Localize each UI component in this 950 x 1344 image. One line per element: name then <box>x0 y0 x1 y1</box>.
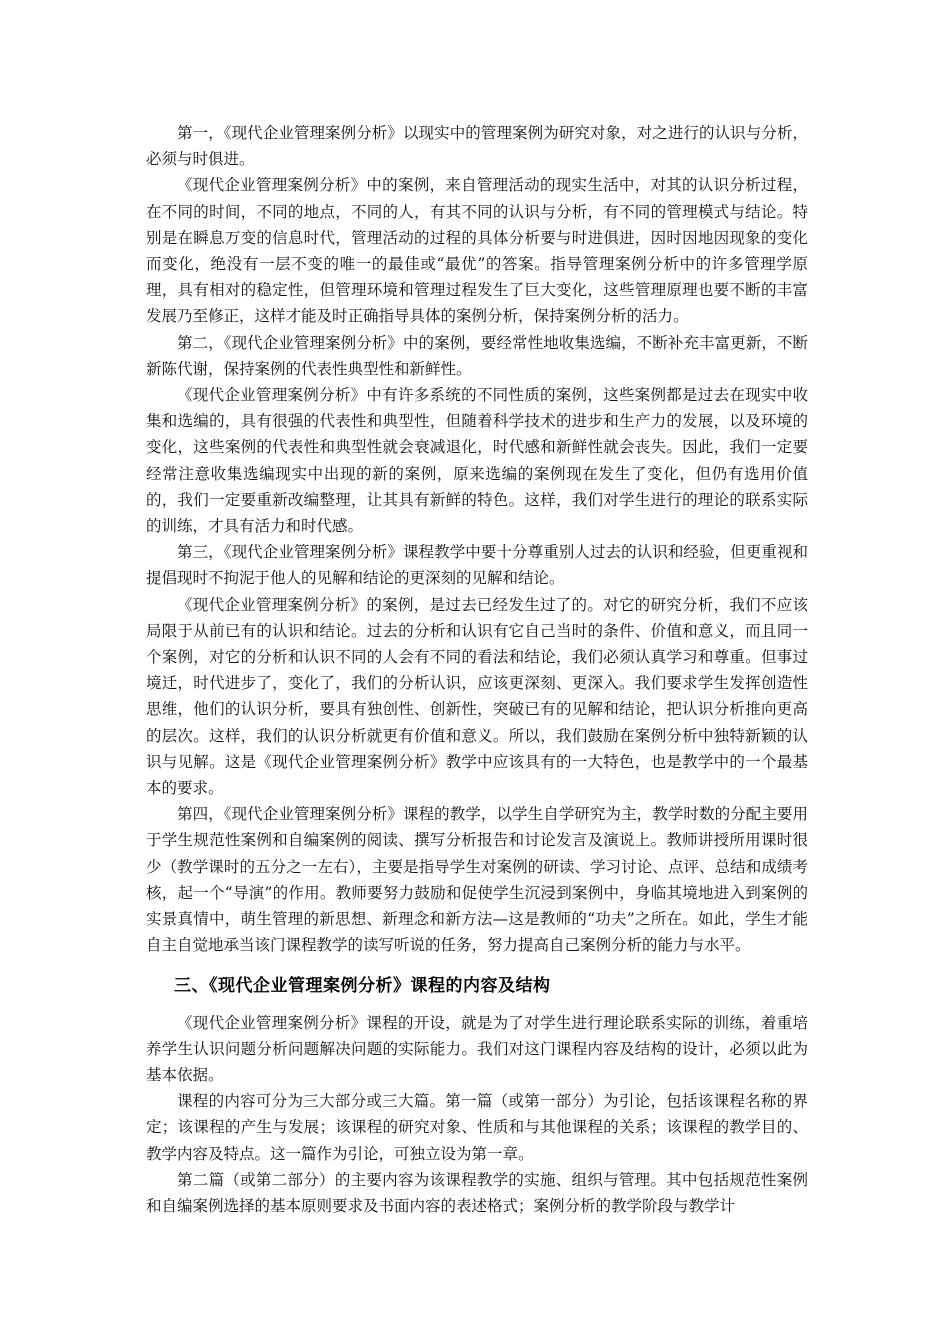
paragraph-part-two: 第二篇（或第二部分）的主要内容为该课程教学的实施、组织与管理。其中包括规范性案例和自编案例选择的基本原则要求及书面内容的表述格式；案例分析的教学阶段与教学计 <box>146 1170 808 1215</box>
paragraph-point-three-detail: 《现代企业管理案例分析》的案例，是过去已经发生过了的。对它的研究分析，我们不应该局限于从前已有的认识和结论。过去的分析和认识有它自己当时的条件、价值和意义，而且同一个案例，对它的分析和认识不同的人会有不同的看法和结论，我们必须认真学习和尊重。但事过境迁，时代进步了，变化了，我们的分析认识，应该更深刻、更深入。我们要求学生发挥创造性思维，他们的认识分析，要具有独创性、创新性，突破已有的见解和结论，把认识分析推向更高的层次。这样，我们的认识分析就更有价值和意义。所以，我们鼓励在案例分析中独特新颖的认识与见解。这是《现代企业管理案例分析》教学中应该具有的一大特色，也是教学中的一个最基本的要求。 <box>146 595 808 798</box>
paragraph-point-four: 第四，《现代企业管理案例分析》课程的教学，以学生自学研究为主，教学时数的分配主要用于学生规范性案例和自编案例的阅读、撰写分析报告和讨论发言及演说上。教师讲授所用课时很少（教学课时的五分之一左右），主要是指导学生对案例的研读、学习讨论、点评、总结和成绩考核，起一个“导演”的作用。教师要努力鼓励和促使学生沉浸到案例中，身临其境地进入到案例的实景真情中，萌生管理的新思想、新理念和新方法—这是教师的“功夫”之所在。如此，学生才能自主自觉地承当该门课程教学的读写听说的任务，努力提高自己案例分析的能力与水平。 <box>146 805 808 955</box>
paragraph-course-parts: 课程的内容可分为三大部分或三大篇。第一篇（或第一部分）为引论，包括该课程名称的界定；该课程的产生与发展；该课程的研究对象、性质和与其他课程的关系；该课程的教学目的、教学内容及特点。这一篇作为引论，可独立设为第一章。 <box>146 1092 808 1163</box>
section-heading: 三、《现代企业管理案例分析》课程的内容及结构 <box>174 975 551 996</box>
document-body <box>146 120 808 1219</box>
paragraph-point-three: 第三，《现代企业管理案例分析》课程教学中要十分尊重别人过去的认识和经验，但更重视和提倡现时不拘泥于他人的见解和结论的更深刻的见解和结论。 <box>146 543 808 588</box>
paragraph-point-two: 第二，《现代企业管理案例分析》中的案例，要经常性地收集选编，不断补充丰富更新，不断新陈代谢，保持案例的代表性典型性和新鲜性。 <box>146 333 808 378</box>
paragraph-course-purpose: 《现代企业管理案例分析》课程的开设，就是为了对学生进行理论联系实际的训练，着重培养学生认识问题分析问题解决问题的实际能力。我们对这门课程内容及结构的设计，必须以此为基本依据。 <box>146 1013 808 1084</box>
paragraph-point-one: 第一，《现代企业管理案例分析》以现实中的管理案例为研究对象，对之进行的认识与分析，必须与时俱进。 <box>146 124 808 169</box>
paragraph-point-two-detail: 《现代企业管理案例分析》中有许多系统的不同性质的案例，这些案例都是过去在现实中收集和选编的，具有很强的代表性和典型性，但随着科学技术的进步和生产力的发展，以及环境的变化，这些案例的代表性和典型性就会衰减退化，时代感和新鲜性就会丧失。因此，我们一定要经常注意收集选编现实中出现的新的案例，原来选编的案例现在发生了变化，但仍有选用价值的，我们一定要重新改编整理，让其具有新鲜的特色。这样，我们对学生进行的理论的联系实际的训练，才具有活力和时代感。 <box>146 386 808 536</box>
paragraph-point-one-detail: 《现代企业管理案例分析》中的案例，来自管理活动的现实生活中，对其的认识分析过程，在不同的时间，不同的地点，不同的人，有其不同的认识与分析，有不同的管理模式与结论。特别是在瞬息万变的信息时代，管理活动的过程的具体分析要与时进俱进，因时因地因现象的变化而变化，绝没有一层不变的唯一的最佳或“最优”的答案。指导管理案例分析中的许多管理学原理，具有相对的稳定性，但管理环境和管理过程发生了巨大变化，这些管理原理也要不断的丰富发展乃至修正，这样才能及时正确指导具体的案例分析，保持案例分析的活力。 <box>146 176 808 326</box>
